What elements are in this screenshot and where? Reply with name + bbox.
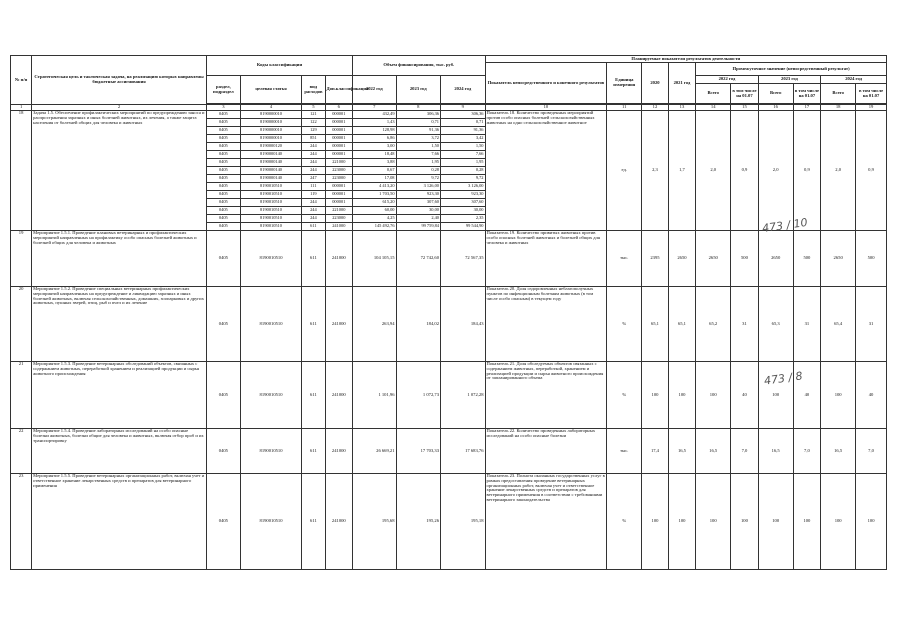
unit-value: %	[607, 287, 642, 362]
code-expense: 244	[302, 159, 325, 167]
code-section: 0405	[206, 223, 240, 231]
code-expense: 119	[302, 191, 325, 199]
amount-2022: 26 669,21	[353, 429, 396, 474]
code-article: 8190010510	[240, 207, 301, 215]
header-incl-2023: в том числе на 01.07	[793, 84, 821, 104]
header-target-article: целевая статья	[240, 76, 301, 104]
code-section: 0405	[206, 362, 240, 429]
amount-2022: 128,98	[353, 127, 396, 135]
value-2024-incl: 0,9	[856, 111, 887, 231]
header-incl-2024: в том числе на 01.07	[856, 84, 887, 104]
code-section: 0405	[206, 199, 240, 207]
value-2023-incl: 0,9	[793, 111, 821, 231]
value-2022-incl: 40	[731, 362, 759, 429]
amount-2024: 3,42	[441, 135, 486, 143]
code-dop: 000001	[325, 135, 353, 143]
amount-2024: 72 567,35	[441, 231, 486, 287]
amount-2024: 1,50	[441, 143, 486, 151]
value-2021: 100	[668, 474, 696, 570]
code-section: 0405	[206, 143, 240, 151]
handwritten-note: 473 / 8	[763, 369, 804, 388]
amount-2022: 195,68	[353, 474, 396, 570]
code-expense: 611	[302, 223, 325, 231]
amount-2023: 91,36	[396, 127, 440, 135]
amount-2023: 923,30	[396, 191, 440, 199]
header-section: раздел, подраздел	[206, 76, 240, 104]
code-dop: 241000	[325, 223, 353, 231]
amount-2024: 2,35	[441, 215, 486, 223]
header-2021: 2021 год	[668, 63, 696, 104]
code-dop: 000001	[325, 199, 353, 207]
code-dop: 000001	[325, 151, 353, 159]
col-num: 17	[793, 105, 821, 111]
amount-2022: 432,49	[353, 111, 396, 119]
amount-2024: 0,28	[441, 167, 486, 175]
code-article: 8190010510	[240, 183, 301, 191]
col-num: 8	[396, 105, 440, 111]
header-dop-class: Доп.классификация	[325, 76, 353, 104]
amount-2023: 2,40	[396, 215, 440, 223]
measure-row	[11, 362, 887, 429]
code-dop: 000001	[325, 119, 353, 127]
col-num: 13	[668, 105, 696, 111]
col-num: 15	[731, 105, 759, 111]
code-article: 8190000010	[240, 111, 301, 119]
header-incl-2022: в том числе на 01.07	[731, 84, 759, 104]
col-num: 2	[32, 105, 207, 111]
amount-2022: 1 101,96	[353, 362, 396, 429]
value-2023-total: 16,5	[758, 429, 793, 474]
amount-2022: 0,67	[353, 167, 396, 175]
value-2020: 100	[642, 474, 668, 570]
value-2023-incl: 100	[793, 474, 821, 570]
col-num: 4	[240, 105, 301, 111]
code-article: 8190010510	[240, 215, 301, 223]
code-dop: 221000	[325, 207, 353, 215]
task-row	[11, 111, 887, 119]
amount-2022: 3,00	[353, 143, 396, 151]
header-indicator: Показатель непосредственного и конечного результатов	[485, 63, 607, 104]
code-article: 8190000140	[240, 175, 301, 183]
col-num: 10	[485, 105, 607, 111]
measure-row	[11, 429, 887, 474]
code-section: 0405	[206, 429, 240, 474]
amount-2023: 9,72	[396, 175, 440, 183]
code-dop: 221000	[325, 159, 353, 167]
code-section: 0405	[206, 474, 240, 570]
header-num: № п/п	[11, 56, 32, 105]
value-2024-total: 16,5	[821, 429, 856, 474]
amount-2024: 307,60	[441, 199, 486, 207]
value-2022-incl: 100	[731, 474, 759, 570]
amount-2023: 1,50	[396, 143, 440, 151]
amount-2024: 17 683,76	[441, 429, 486, 474]
measure-title: Мероприятие 1.5.5. Проведение ветеринарных организационных работ, включая учет и ответственное хранение лекарственных средств и препаратов для ветеринарного применения	[32, 474, 207, 570]
amount-2023: 0,28	[396, 167, 440, 175]
code-article: 8190000010	[240, 119, 301, 127]
value-2021: 2650	[668, 231, 696, 287]
value-2023-total: 100	[758, 474, 793, 570]
value-2024-total: 100	[821, 362, 856, 429]
col-num: 5	[302, 105, 325, 111]
value-2021: 16,5	[668, 429, 696, 474]
amount-2022: 18,48	[353, 151, 396, 159]
col-num: 3	[206, 105, 240, 111]
value-2024-incl: 100	[856, 474, 887, 570]
code-expense: 244	[302, 167, 325, 175]
amount-2023: 1 072,73	[396, 362, 440, 429]
code-expense: 244	[302, 207, 325, 215]
code-article: 8190000010	[240, 135, 301, 143]
code-expense: 121	[302, 111, 325, 119]
value-2023-incl: 500	[793, 231, 821, 287]
amount-2024: 184,43	[441, 287, 486, 362]
indicator-text: Показатель 19. Количество привитых животных против особо опасных болезней животных и болезней общих для человека и животных	[485, 231, 607, 287]
code-dop: 223000	[325, 215, 353, 223]
code-dop: 223000	[325, 167, 353, 175]
code-expense: 122	[302, 119, 325, 127]
header-sub-2023: 2023 год	[758, 76, 820, 84]
code-expense: 244	[302, 215, 325, 223]
col-num: 9	[441, 105, 486, 111]
value-2022-incl: 500	[731, 231, 759, 287]
row-number: 21	[11, 362, 32, 429]
header-expense-type: вид расходов	[302, 76, 325, 104]
header-total-2024: Всего	[821, 84, 856, 104]
measure-row	[11, 474, 887, 570]
code-article: 8190010510	[240, 429, 301, 474]
measure-row	[11, 287, 887, 362]
amount-2023: 72 742,60	[396, 231, 440, 287]
code-article: 8190010510	[240, 191, 301, 199]
code-article: 8190000140	[240, 167, 301, 175]
amount-2022: 4 413,20	[353, 183, 396, 191]
value-2024-incl: 40	[856, 362, 887, 429]
col-num: 14	[696, 105, 731, 111]
value-2022-incl: 7,0	[731, 429, 759, 474]
unit-value: %	[607, 362, 642, 429]
value-2020: 100	[642, 362, 668, 429]
handwritten-note: 473 / 10	[761, 215, 809, 236]
amount-2023: 99 759,84	[396, 223, 440, 231]
unit-value: ед.	[607, 111, 642, 231]
header-classification-codes: Коды классификации	[206, 56, 352, 76]
code-expense: 244	[302, 143, 325, 151]
value-2024-total: 2,0	[821, 111, 856, 231]
indicator-text: Показатель 21. Доля обследуемых объектов связанных с содержанием животных, переработкой, хранением и реализацией продукции и сырья животного происхождения от запланированного объема	[485, 362, 607, 429]
amount-2023: 7,66	[396, 151, 440, 159]
header-2022: 2022 год	[353, 76, 396, 104]
code-expense: 851	[302, 135, 325, 143]
value-2022-total: 16,5	[696, 429, 731, 474]
col-num: 12	[642, 105, 668, 111]
row-number: 18	[11, 111, 32, 231]
code-section: 0405	[206, 287, 240, 362]
amount-2022: 17,08	[353, 175, 396, 183]
code-dop: 000001	[325, 183, 353, 191]
performance-table	[10, 55, 887, 570]
value-2021: 100	[668, 362, 696, 429]
measure-title: Мероприятие 1.5.1. Проведение плановых ветеринарных и профилактических мероприятий направленных на профилактику особо опасных болезней животных и болезней общих для человека и животных	[32, 231, 207, 287]
amount-2022: 615,20	[353, 199, 396, 207]
code-dop: 000001	[325, 127, 353, 135]
code-section: 0405	[206, 207, 240, 215]
code-dop: 223000	[325, 175, 353, 183]
indicator-text: Показатель 22. Количество проведенных лабораторных исследований на особо опасные болезни	[485, 429, 607, 474]
amount-2022: 145 492,76	[353, 223, 396, 231]
code-dop: 000001	[325, 143, 353, 151]
value-2024-total: 2650	[821, 231, 856, 287]
amount-2024: 99 544,90	[441, 223, 486, 231]
value-2024-total: 65,4	[821, 287, 856, 362]
value-2023-total: 65,3	[758, 287, 793, 362]
measure-title: Мероприятие 1.5.3. Проведение ветеринарных обследований объектов, связанных с содержанием животных, переработкой хранением и реализацией продукции и сырья животного происхождения	[32, 362, 207, 429]
amount-2024: 7,66	[441, 151, 486, 159]
amount-2024: 30,00	[441, 207, 486, 215]
header-2024: 2024 год	[441, 76, 486, 104]
value-2021: 65,1	[668, 287, 696, 362]
value-2023-incl: 7,0	[793, 429, 821, 474]
code-section: 0405	[206, 231, 240, 287]
amount-2022: 104 105,15	[353, 231, 396, 287]
col-num: 18	[821, 105, 856, 111]
code-expense: 244	[302, 199, 325, 207]
code-section: 0405	[206, 111, 240, 119]
amount-2022: 1,43	[353, 119, 396, 127]
value-2024-incl: 31	[856, 287, 887, 362]
unit-value: тыс.	[607, 429, 642, 474]
code-section: 0405	[206, 159, 240, 167]
amount-2023: 1,95	[396, 159, 440, 167]
amount-2023: 195,26	[396, 474, 440, 570]
value-2023-total: 100	[758, 362, 793, 429]
amount-2024: 306,36	[441, 111, 486, 119]
indicator-text: Показатель 20. Доля оздоровленных неблагополучных пунктов по инфекционным болезням животных (в том числе особо опасным) в текущем году	[485, 287, 607, 362]
value-2023-incl: 31	[793, 287, 821, 362]
code-dop: 000001	[325, 111, 353, 119]
indicator-text: Показатель 18. Количество проведенных мероприятий против особо опасных болезней сельскохозяйственных животных на одно сельскохозяйственное животное	[485, 111, 607, 231]
col-num: 16	[758, 105, 793, 111]
value-2022-total: 100	[696, 362, 731, 429]
value-2024-total: 100	[821, 474, 856, 570]
header-strategic-goal: Стратегическая цель и тактическая задача, на реализацию которых направлены бюджетные ассигнования	[32, 56, 207, 105]
value-2021: 1,7	[668, 111, 696, 231]
amount-2024: 1,95	[441, 159, 486, 167]
amount-2023: 0,71	[396, 119, 440, 127]
col-num: 1	[11, 105, 32, 111]
code-dop: 000001	[325, 191, 353, 199]
code-expense: 111	[302, 183, 325, 191]
measure-title: Мероприятие 1.5.2. Проведение специальных ветеринарных профилактических мероприятий направленных на предупреждение и ликвидацию заразных и иных болезней животных, включая сельскохозяйственных, домашних, зоопарковых и других животных, пушных зверей, птиц, рыб и пчел и их лечение	[32, 287, 207, 362]
amount-2023: 184,02	[396, 287, 440, 362]
header-unit: Единица измерения	[607, 63, 642, 104]
code-expense: 611	[302, 231, 325, 287]
code-dop: 241000	[325, 231, 353, 287]
measure-title: Мероприятие 1.5.4. Проведение лабораторных исследований на особо опасные болезни животных, болезни общие для человека и животных, включая отбор проб и их транспортировку	[32, 429, 207, 474]
col-num: 7	[353, 105, 396, 111]
value-2020: 2395	[642, 231, 668, 287]
value-2020: 2,3	[642, 111, 668, 231]
value-2022-incl: 0,9	[731, 111, 759, 231]
header-sub-2022: 2022 год	[696, 76, 758, 84]
amount-2022: 263,94	[353, 287, 396, 362]
amount-2023: 30,00	[396, 207, 440, 215]
code-article: 8190000010	[240, 127, 301, 135]
amount-2024: 3 126,00	[441, 183, 486, 191]
amount-2024: 1 072,28	[441, 362, 486, 429]
col-num: 11	[607, 105, 642, 111]
value-2022-total: 100	[696, 474, 731, 570]
amount-2022: 3,88	[353, 159, 396, 167]
amount-2024: 923,30	[441, 191, 486, 199]
header-2023: 2023 год	[396, 76, 440, 104]
code-dop: 241000	[325, 429, 353, 474]
value-2022-total: 2650	[696, 231, 731, 287]
row-number: 20	[11, 287, 32, 362]
col-num: 6	[325, 105, 353, 111]
code-expense: 611	[302, 429, 325, 474]
value-2022-incl: 31	[731, 287, 759, 362]
unit-value: тыс.	[607, 231, 642, 287]
code-section: 0405	[206, 127, 240, 135]
indicator-text: Показатель 23. Полнота оказанных государственных услуг в рамках предоставления проведение ветеринарных организационных работ, включая учет и ответственное хранение лекарственных средств и препаратов для ветеринарного применения в соответствии с требованиями ветеринарного законодательства	[485, 474, 607, 570]
row-number: 22	[11, 429, 32, 474]
col-num: 19	[856, 105, 887, 111]
measure-row	[11, 231, 887, 287]
code-article: 8190010510	[240, 287, 301, 362]
code-section: 0405	[206, 119, 240, 127]
amount-2022: 60,00	[353, 207, 396, 215]
amount-2024: 0,71	[441, 119, 486, 127]
code-article: 8190010510	[240, 474, 301, 570]
code-expense: 247	[302, 175, 325, 183]
header-funding-volume: Объем финансирования, тыс. руб.	[353, 56, 485, 76]
value-2023-total: 2650	[758, 231, 793, 287]
value-2024-incl: 7,0	[856, 429, 887, 474]
value-2023-incl: 40	[793, 362, 821, 429]
amount-2023: 3 126,00	[396, 183, 440, 191]
code-article: 8190000120	[240, 143, 301, 151]
amount-2023: 307,60	[396, 199, 440, 207]
code-article: 8190010510	[240, 199, 301, 207]
value-2020: 17,4	[642, 429, 668, 474]
amount-2023: 3,72	[396, 135, 440, 143]
code-article: 8190000140	[240, 159, 301, 167]
code-section: 0405	[206, 183, 240, 191]
code-expense: 611	[302, 474, 325, 570]
amount-2024: 91,36	[441, 127, 486, 135]
code-dop: 241000	[325, 474, 353, 570]
header-2020: 2020	[642, 63, 668, 104]
amount-2022: 6,86	[353, 135, 396, 143]
code-expense: 129	[302, 127, 325, 135]
code-section: 0405	[206, 151, 240, 159]
amount-2024: 9,72	[441, 175, 486, 183]
task-title: Задача 1.5. Обеспечение профилактических мероприятий по предупреждению заноса и распространения заразных и иных болезней животных, их лечения, а также защита населения от болезней общих для человека и животных	[32, 111, 207, 231]
header-sub-2024: 2024 год	[821, 76, 887, 84]
row-number: 19	[11, 231, 32, 287]
code-section: 0405	[206, 191, 240, 199]
code-article: 8190010510	[240, 362, 301, 429]
header-planned-indicators: Планируемые показатели результатов деятельности	[485, 56, 887, 63]
code-expense: 611	[302, 287, 325, 362]
value-2024-incl: 500	[856, 231, 887, 287]
value-2022-total: 65,2	[696, 287, 731, 362]
code-section: 0405	[206, 215, 240, 223]
value-2022-total: 2,0	[696, 111, 731, 231]
header-total-2023: Всего	[758, 84, 793, 104]
code-article: 8190000140	[240, 151, 301, 159]
code-dop: 241000	[325, 287, 353, 362]
code-section: 0405	[206, 135, 240, 143]
code-section: 0405	[206, 167, 240, 175]
amount-2022: 1 703,50	[353, 191, 396, 199]
amount-2023: 306,36	[396, 111, 440, 119]
amount-2023: 17 703,33	[396, 429, 440, 474]
header-interim-value: Промежуточное значение (непосредственный результат)	[696, 63, 887, 76]
value-2020: 65,1	[642, 287, 668, 362]
code-article: 8190010510	[240, 231, 301, 287]
code-expense: 611	[302, 362, 325, 429]
row-number: 23	[11, 474, 32, 570]
value-2023-total: 2,0	[758, 111, 793, 231]
amount-2024: 195,18	[441, 474, 486, 570]
unit-value: %	[607, 474, 642, 570]
code-dop: 241000	[325, 362, 353, 429]
code-expense: 244	[302, 151, 325, 159]
amount-2022: 4,25	[353, 215, 396, 223]
header-total-2022: Всего	[696, 84, 731, 104]
code-section: 0405	[206, 175, 240, 183]
code-article: 8190010510	[240, 223, 301, 231]
